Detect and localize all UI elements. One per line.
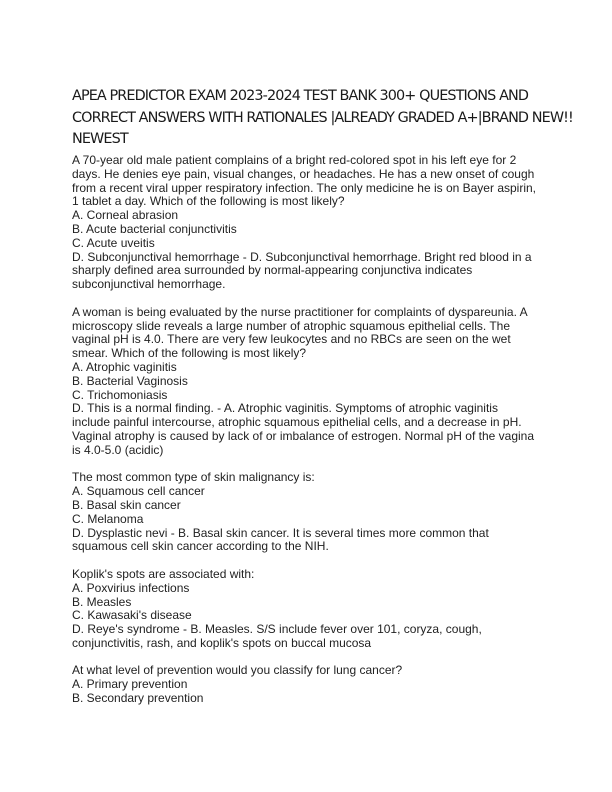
answer-option: B. Basal skin cancer — [72, 497, 181, 512]
text-line: Koplik's spots are associated with: — [72, 566, 255, 581]
answer-option: D. Reye's syndrome - B. Measles. S/S include fever over 101, coryza, cough, — [72, 622, 482, 637]
answer-option: A. Atrophic vaginitis — [72, 359, 177, 374]
rationale-line: sharply defined area surrounded by normal-appearing conjunctiva indicates — [72, 263, 473, 278]
text-line: 1 tablet a day. Which of the following is most likely? — [72, 194, 345, 209]
question-block — [72, 664, 552, 705]
answer-option: D. Dysplastic nevi - B. Basal skin cancer. It is several times more common that — [72, 525, 489, 540]
answer-option: A. Corneal abrasion — [72, 208, 179, 223]
text-line: At what level of prevention would you classify for lung cancer? — [72, 663, 403, 678]
answer-option: C. Kawasaki's disease — [72, 608, 192, 623]
title-line: CORRECT ANSWERS WITH RATIONALES |ALREADY GRADED A+|BRAND NEW!! — [72, 109, 573, 126]
answer-option: B. Measles — [72, 594, 132, 609]
answer-option: B. Bacterial Vaginosis — [72, 373, 188, 388]
answer-option: C. Acute uveitis — [72, 235, 155, 250]
title-line: NEWEST — [72, 131, 128, 147]
rationale-line: Vaginal atrophy is caused by lack of or imbalance of estrogen. Normal pH of the vagina — [72, 428, 535, 443]
question-block — [72, 471, 552, 554]
document-body — [72, 154, 552, 720]
text-line: A 70-year old male patient complains of a bright red-colored spot in his left eye for 2 — [72, 153, 517, 167]
question-block — [72, 154, 552, 292]
rationale-line: squamous cell skin cancer according to the NIH. — [72, 539, 329, 554]
answer-option: D. This is a normal finding. - A. Atrophic vaginitis. Symptoms of atrophic vaginitis — [72, 401, 498, 416]
rationale-line: is 4.0-5.0 (acidic) — [72, 442, 164, 457]
rationale-line: subconjunctival hemorrhage. — [72, 277, 226, 292]
rationale-line: include painful intercourse, atrophic squamous epithelial cells, and a decrease in pH. — [72, 415, 522, 430]
document-title — [72, 86, 573, 151]
text-line: from a recent viral upper respiratory infection. The only medicine he is on Bayer aspirin, — [72, 180, 536, 195]
answer-option: B. Acute bacterial conjunctivitis — [72, 221, 237, 236]
answer-option: A. Squamous cell cancer — [72, 484, 205, 499]
text-line: vaginal pH is 4.0. There are very few leukocytes and no RBCs are seen on the wet — [72, 332, 511, 347]
title-line: APEA PREDICTOR EXAM 2023-2024 TEST BANK 300+ QUESTIONS AND — [72, 88, 529, 104]
text-line: microscopy slide reveals a large number of atrophic squamous epithelial cells. The — [72, 318, 510, 333]
question-block — [72, 306, 552, 458]
answer-option: A. Poxvirius infections — [72, 580, 190, 595]
text-line: days. He denies eye pain, visual changes, or headaches. He has a new onset of cough — [72, 166, 535, 181]
text-line: smear. Which of the following is most likely? — [72, 346, 307, 361]
text-line: The most common type of skin malignancy is: — [72, 470, 315, 485]
answer-option: C. Trichomoniasis — [72, 387, 168, 402]
answer-option: A. Primary prevention — [72, 677, 188, 692]
answer-option: D. Subconjunctival hemorrhage - D. Subconjunctival hemorrhage. Bright red blood in a — [72, 249, 532, 264]
answer-option: B. Secondary prevention — [72, 691, 204, 706]
text-line: A woman is being evaluated by the nurse practitioner for complaints of dyspareunia. A — [72, 304, 528, 319]
rationale-line: conjunctivitis, rash, and koplik's spots on buccal mucosa — [72, 635, 372, 650]
answer-option: C. Melanoma — [72, 511, 144, 526]
question-block — [72, 568, 552, 651]
